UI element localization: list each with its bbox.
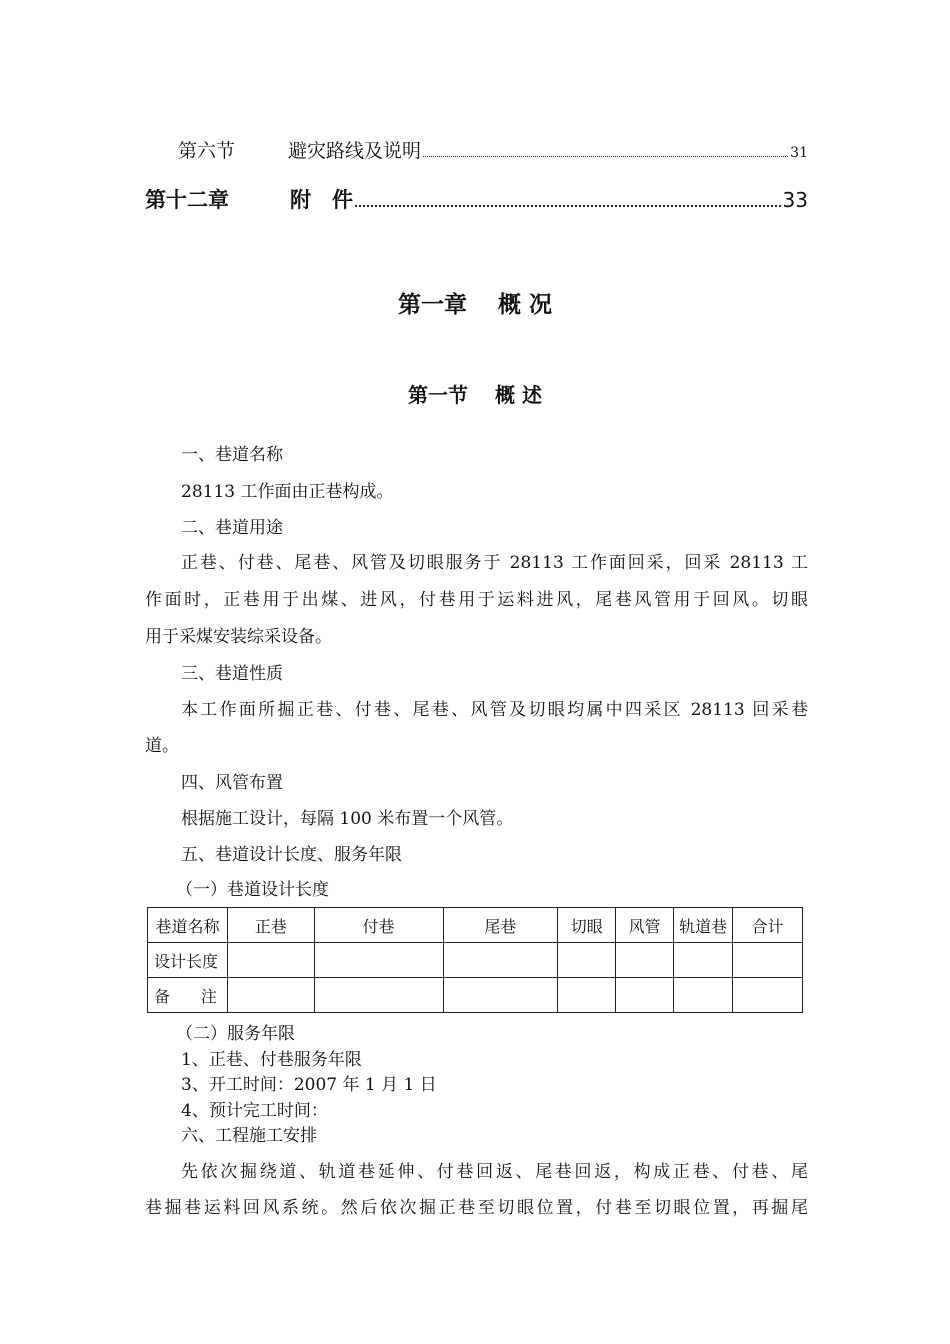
table-cell [443, 943, 558, 978]
design-length-table [147, 907, 803, 1013]
heading-design-length: 五、巷道设计长度、服务年限 [181, 845, 402, 865]
paragraph-line: 先依次掘绕道、轨道巷延伸、付巷回返、尾巷回返，构成正巷、付巷、尾 [181, 1162, 808, 1182]
table-header-cell: 尾巷 [443, 908, 558, 943]
toc-entry-section-6[interactable] [178, 136, 808, 163]
table-row [148, 943, 803, 978]
table-cell [616, 943, 674, 978]
chapter-heading: 第一章 概 况 [397, 292, 552, 318]
table-cell [733, 978, 803, 1013]
table-header-row [148, 908, 803, 943]
table-cell [227, 978, 314, 1013]
table-cell [314, 943, 443, 978]
table-cell [674, 978, 733, 1013]
row-label-design-length: 设计长度 [148, 943, 228, 978]
table-header-cell: 切眼 [558, 908, 616, 943]
table-header-cell: 合计 [733, 908, 803, 943]
table-cell [558, 978, 616, 1013]
heading-duct-layout: 四、风管布置 [181, 773, 283, 793]
table-cell [314, 978, 443, 1013]
paragraph-line: 本工作面所掘正巷、付巷、尾巷、风管及切眼均属中四采区 28113 回采巷 [181, 700, 808, 720]
toc-section-title: 避灾路线及说明 [288, 140, 422, 162]
list-item: 1、正巷、付巷服务年限 [181, 1050, 362, 1070]
table-header-cell: 巷道名称 [148, 908, 228, 943]
heading-roadway-nature: 三、巷道性质 [181, 664, 283, 684]
paragraph-line: 道。 [145, 736, 179, 756]
toc-page-number: 31 [790, 145, 808, 161]
toc-leader-dots [423, 156, 788, 157]
toc-entry-chapter-12[interactable] [145, 184, 808, 214]
toc-chapter-number: 第十二章 [145, 188, 229, 212]
heading-roadway-use: 二、巷道用途 [181, 518, 283, 538]
subheading-design-length: （一）巷道设计长度 [176, 880, 329, 900]
toc-section-number: 第六节 [178, 140, 236, 162]
heading-construction-plan: 六、工程施工安排 [181, 1126, 317, 1146]
paragraph-roadway-name: 28113 工作面由正巷构成。 [181, 482, 394, 502]
table-cell [674, 943, 733, 978]
row-label-note: 备 注 [148, 978, 228, 1013]
list-item: 4、预计完工时间： [181, 1101, 328, 1121]
table-cell [558, 943, 616, 978]
paragraph-line: 作面时，正巷用于出煤、进风，付巷用于运料进风，尾巷风管用于回风。切眼 [145, 590, 808, 610]
table-header-cell: 风管 [616, 908, 674, 943]
heading-roadway-name: 一、巷道名称 [181, 445, 283, 465]
paragraph-duct-layout: 根据施工设计，每隔 100 米布置一个风管。 [181, 809, 514, 829]
paragraph-line: 正巷、付巷、尾巷、风管及切眼服务于 28113 工作面回采，回采 28113 工 [181, 553, 808, 573]
paragraph-line: 巷掘巷运料回风系统。然后依次掘正巷至切眼位置，付巷至切眼位置，再掘尾 [145, 1198, 808, 1218]
subheading-service-life: （二）服务年限 [176, 1024, 295, 1044]
table-cell [227, 943, 314, 978]
table-cell [616, 978, 674, 1013]
paragraph-line: 用于采煤安装综采设备。 [145, 627, 332, 647]
table-header-cell: 轨道巷 [674, 908, 733, 943]
toc-chapter-title: 附 件 [290, 188, 353, 212]
table-header-cell: 正巷 [227, 908, 314, 943]
list-item: 3、开工时间：2007 年 1 月 1 日 [181, 1075, 437, 1095]
section-heading: 第一节 概 述 [408, 383, 542, 407]
table-header-cell: 付巷 [314, 908, 443, 943]
toc-page-number: 33 [782, 188, 808, 212]
toc-leader-dots [355, 205, 781, 207]
table-cell [443, 978, 558, 1013]
table-row [148, 978, 803, 1013]
table-cell [733, 943, 803, 978]
